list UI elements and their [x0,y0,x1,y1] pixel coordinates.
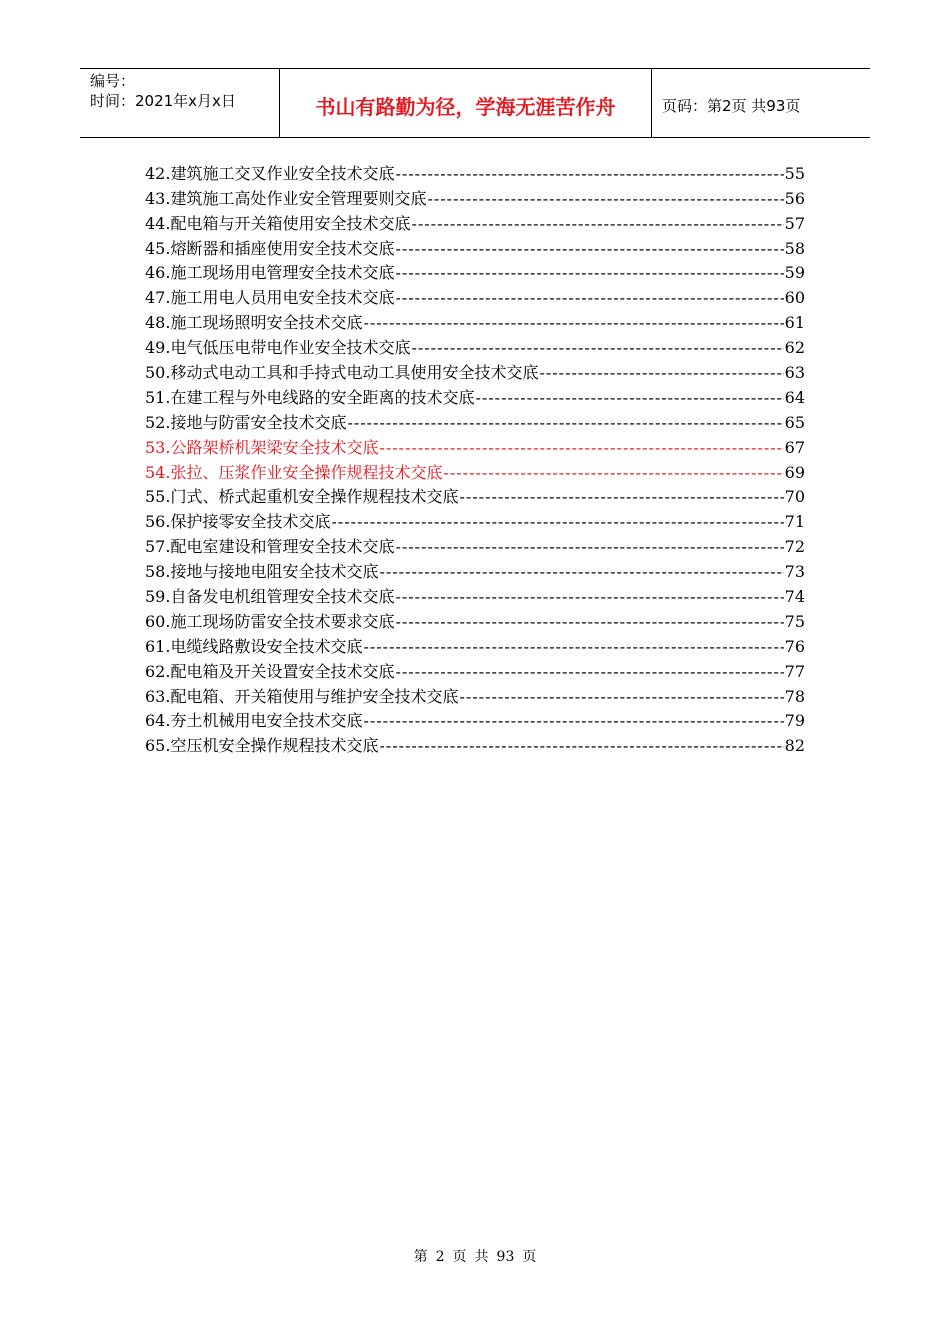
toc-entry[interactable] [145,210,805,235]
toc-entry[interactable] [145,459,805,484]
toc-dot-leader [363,312,783,334]
toc-entry-page: 64 [784,387,805,407]
toc-dot-leader [395,536,783,558]
toc-entry[interactable] [145,359,805,384]
toc-entry-title: 53.公路架桥机架梁安全技术交底 [145,437,379,457]
toc-entry[interactable] [145,260,805,285]
toc-entry-page: 78 [784,686,805,706]
toc-entry-page: 56 [784,188,805,208]
toc-entry-title: 54.张拉、压浆作业安全操作规程技术交底 [145,462,443,482]
toc-entry-title: 61.电缆线路敷设安全技术交底 [145,636,363,656]
footer-text: 第 [413,1249,428,1265]
toc-entry-page: 67 [784,437,805,457]
footer-text: 共 [474,1249,489,1265]
toc-entry[interactable] [145,583,805,608]
toc-entry-page: 57 [784,213,805,233]
toc-entry-title: 47.施工用电人员用电安全技术交底 [145,288,395,308]
header-meta [80,69,280,137]
toc-entry[interactable] [145,658,805,683]
header-page-info: 页码：第2页 共93页 [662,96,801,115]
toc-entry-title: 59.自备发电机组管理安全技术交底 [145,587,395,607]
toc-entry-title: 57.配电室建设和管理安全技术交底 [145,537,395,557]
toc-entry[interactable] [145,409,805,434]
toc-entry-title: 60.施工现场防雷安全技术要求交底 [145,611,395,631]
toc-entry-page: 60 [784,288,805,308]
toc-entry-title: 48.施工现场照明安全技术交底 [145,313,363,333]
toc-entry-title: 65.空压机安全操作规程技术交底 [145,736,379,756]
toc-entry-title: 46.施工现场用电管理安全技术交底 [145,263,395,283]
toc-entry-page: 55 [784,163,805,183]
toc-entry[interactable] [145,235,805,260]
toc-entry[interactable] [145,633,805,658]
toc-entry-title: 64.夯土机械用电安全技术交底 [145,711,363,731]
toc-entry[interactable] [145,484,805,509]
page-header [80,68,870,138]
toc-dot-leader [379,437,783,459]
toc-entry[interactable] [145,508,805,533]
toc-entry-page: 69 [784,462,805,482]
toc-entry[interactable] [145,683,805,708]
toc-entry-page: 71 [784,512,805,532]
toc-dot-leader [395,262,783,284]
footer-text: 页 [522,1249,537,1265]
toc-dot-leader [395,661,783,683]
footer-page-number: 2 [435,1249,445,1265]
toc-dot-leader [395,287,783,309]
toc-entry-title: 56.保护接零安全技术交底 [145,512,331,532]
toc-entry-page: 61 [784,313,805,333]
toc-entry-page: 62 [784,338,805,358]
toc-dot-leader [363,710,783,732]
toc-dot-leader [475,387,783,409]
toc-entry-title: 44.配电箱与开关箱使用安全技术交底 [145,213,411,233]
toc-entry[interactable] [145,533,805,558]
toc-entry-title: 63.配电箱、开关箱使用与维护安全技术交底 [145,686,459,706]
page-footer [0,1246,950,1266]
toc-dot-leader [395,611,783,633]
toc-entry-title: 58.接地与接地电阻安全技术交底 [145,562,379,582]
toc-entry-page: 59 [784,263,805,283]
toc-dot-leader [459,486,783,508]
toc-entry-page: 75 [784,611,805,631]
toc-dot-leader [347,412,783,434]
toc-entry[interactable] [145,434,805,459]
toc-dot-leader [331,511,783,533]
toc-entry-title: 45.熔断器和插座使用安全技术交底 [145,238,395,258]
toc-dot-leader [411,213,783,235]
toc-dot-leader [395,163,783,185]
toc-entry-title: 50.移动式电动工具和手持式电动工具使用安全技术交底 [145,363,539,383]
document-number-label: 编号： [90,72,136,90]
toc-entry-title: 43.建筑施工高处作业安全管理要则交底 [145,188,427,208]
toc-entry-title: 62.配电箱及开关设置安全技术交底 [145,661,395,681]
toc-dot-leader [427,188,783,210]
toc-entry-page: 65 [784,412,805,432]
toc-dot-leader [363,636,783,658]
document-time-label: 时间：2021年x月x日 [90,92,236,110]
toc-entry[interactable] [145,309,805,334]
toc-entry-page: 82 [784,736,805,756]
footer-total-pages: 93 [496,1249,515,1265]
toc-dot-leader [395,586,783,608]
toc-entry-page: 58 [784,238,805,258]
toc-entry-title: 52.接地与防雷安全技术交底 [145,412,347,432]
toc-entry-page: 76 [784,636,805,656]
toc-entry[interactable] [145,608,805,633]
toc-entry[interactable] [145,558,805,583]
table-of-contents [145,160,805,757]
toc-entry-page: 79 [784,711,805,731]
footer-text: 页 [452,1249,467,1265]
toc-entry-title: 42.建筑施工交叉作业安全技术交底 [145,163,395,183]
toc-entry[interactable] [145,708,805,733]
toc-entry[interactable] [145,334,805,359]
toc-entry-title: 51.在建工程与外电线路的安全距离的技术交底 [145,387,475,407]
toc-dot-leader [411,337,783,359]
toc-dot-leader [443,462,783,484]
toc-dot-leader [379,561,783,583]
toc-entry-page: 63 [784,363,805,383]
toc-dot-leader [379,735,783,757]
header-motto: 书山有路勤为径，学海无涯苦作舟 [280,69,652,137]
toc-entry-page: 70 [784,487,805,507]
toc-dot-leader [459,686,783,708]
toc-entry[interactable] [145,732,805,757]
toc-dot-leader [395,238,783,260]
toc-entry[interactable] [145,284,805,309]
toc-entry-page: 73 [784,562,805,582]
toc-entry[interactable] [145,384,805,409]
toc-entry-title: 49.电气低压电带电作业安全技术交底 [145,338,411,358]
toc-entry-page: 72 [784,537,805,557]
toc-entry-title: 55.门式、桥式起重机安全操作规程技术交底 [145,487,459,507]
toc-dot-leader [539,362,783,384]
toc-entry-page: 74 [784,587,805,607]
toc-entry[interactable] [145,185,805,210]
toc-entry-page: 77 [784,661,805,681]
toc-entry[interactable] [145,160,805,185]
